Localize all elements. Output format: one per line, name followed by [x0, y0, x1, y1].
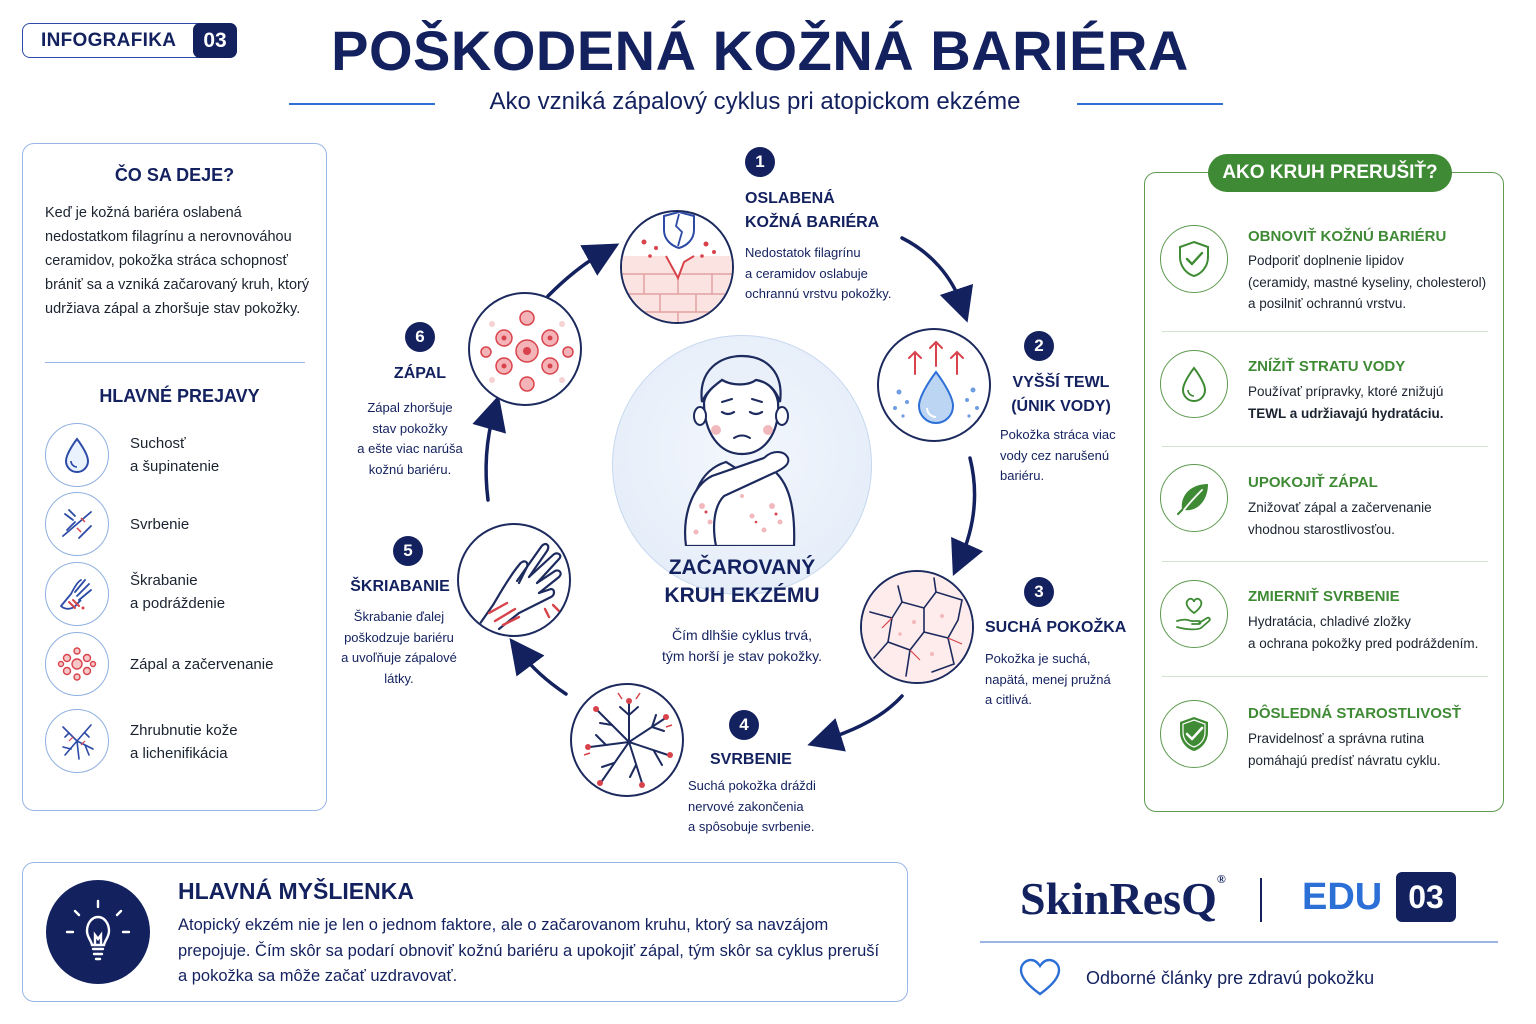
- itch-lines-icon: [45, 492, 109, 556]
- step-5-title: ŠKRIABANIE: [350, 578, 450, 595]
- right-divider: [1162, 561, 1488, 562]
- heart-icon: [1018, 958, 1062, 998]
- dry-skin-icon: [860, 570, 974, 684]
- step-1-number: 1: [745, 147, 775, 177]
- step-3-description: Pokožka je suchá, napätá, menej pružná a citlivá.: [985, 651, 1111, 707]
- subtitle-line-left: [289, 103, 435, 105]
- infografika-badge: [22, 23, 237, 58]
- restore-barrier-description: Podporiť doplnenie lipidov (ceramidy, mastné kyseliny, cholesterol) a posilniť ochrannú vrstvu.: [1248, 253, 1487, 311]
- water-drop-green-icon: [1160, 350, 1228, 418]
- brand-tagline: Odborné články pre zdravú pokožku: [1086, 968, 1375, 988]
- badge-label: INFOGRAFIKA: [41, 29, 177, 51]
- lightbulb-icon: [46, 880, 150, 984]
- scratching-hand-step-icon: [457, 523, 571, 637]
- right-divider: [1162, 331, 1488, 332]
- heart-hand-icon: [1160, 580, 1228, 648]
- relieve-itching-title: ZMIERNIŤ SVRBENIE: [1248, 588, 1400, 605]
- vicious-cycle-subtitle: Čím dlhšie cyklus trvá, tým horší je stav pokožky.: [661, 627, 822, 664]
- step-4-number: 4: [729, 710, 759, 740]
- break-cycle-heading: AKO KRUH PRERUŠIŤ?: [1208, 154, 1452, 192]
- inflammation-dots-icon: [45, 632, 109, 696]
- edu-label: EDU: [1302, 876, 1383, 918]
- step-5-description: Škrabanie ďalej poškodzuje bariéru a uvoľňuje zápalové látky.: [341, 609, 457, 686]
- nerve-endings-icon: [570, 683, 684, 797]
- step-6-description: Zápal zhoršuje stav pokožky a ešte viac narúša kožnú bariéru.: [357, 400, 463, 477]
- symptom-scratching: Škrabanie a podráždenie: [130, 572, 226, 612]
- skin-cracks-icon: [45, 709, 109, 773]
- step-3-title: SUCHÁ POKOŽKA: [985, 619, 1127, 636]
- right-divider: [1162, 676, 1488, 677]
- brand-separator: [1260, 878, 1262, 922]
- page-title: POŠKODENÁ KOŽNÁ BARIÉRA: [331, 19, 1189, 82]
- step-4-title: SVRBENIE: [710, 751, 792, 768]
- edu-number: 03: [1396, 872, 1456, 922]
- skinresq-logo: SkinResQ®: [1020, 872, 1226, 924]
- right-divider: [1162, 446, 1488, 447]
- step-1-title: OSLABENÁ KOŽNÁ BARIÉRA: [745, 190, 880, 231]
- step-1-description: Nedostatok filagrínu a ceramidov oslabuje ochrannú vrstvu pokožky.: [745, 245, 892, 301]
- step-2-description: Pokožka stráca viac vody cez narušenú bariéru.: [1000, 427, 1116, 483]
- relieve-itching-description: Hydratácia, chladivé zložky a ochrana pokožky pred podráždením.: [1248, 614, 1479, 651]
- symptom-lichenification: Zhrubnutie kože a lichenifikácia: [130, 722, 238, 762]
- inflamed-cells-icon: [468, 292, 582, 406]
- restore-barrier-title: OBNOVIŤ KOŽNÚ BARIÉRU: [1248, 228, 1447, 245]
- brand-divider: [980, 941, 1498, 943]
- step-5-number: 5: [393, 536, 423, 566]
- what-happens-text: Keď je kožná bariéra oslabená nedostatkom filagrínu a nerovnováhou ceramidov, pokožka stráca schopnosť brániť sa a vzniká začarovaný kruh, ktorý udržiava zápal a zhoršuje stav pokožky.: [45, 205, 310, 317]
- reduce-water-loss-description: Používať prípravky, ktoré znižujú TEWL a udržiavajú hydratáciu.: [1248, 384, 1444, 421]
- symptom-dryness: Suchosť a šupinatenie: [130, 435, 220, 475]
- step-4-description: Suchá pokožka dráždi nervové zakončenia a spôsobuje svrbenie.: [688, 778, 816, 834]
- calm-inflammation-description: Znižovať zápal a začervenanie vhodnou starostlivosťou.: [1248, 500, 1432, 537]
- what-happens-heading: ČO SA DEJE?: [114, 165, 235, 185]
- step-3-number: 3: [1024, 577, 1054, 607]
- scratching-hand-icon: [45, 562, 109, 626]
- step-6-number: 6: [405, 322, 435, 352]
- subtitle-line-right: [1077, 103, 1223, 105]
- shield-check-icon: [1160, 225, 1228, 293]
- shield-check-filled-icon: [1160, 700, 1228, 768]
- water-loss-icon: [877, 328, 991, 442]
- symptom-itching: Svrbenie: [130, 516, 190, 533]
- main-idea-text: Atopický ekzém nie je len o jednom faktore, ale o začarovanom kruhu, ktorý sa navzájom prepojuje. Čím skôr sa podarí obnoviť kožnú bariéru a upokojiť zápal, tým skôr sa cyklus preruší a pokožka sa môže začať uzdravovať.: [178, 916, 880, 985]
- broken-barrier-icon: [620, 210, 734, 324]
- child-illustration: [672, 346, 812, 546]
- calm-inflammation-title: UPOKOJIŤ ZÁPAL: [1248, 474, 1378, 491]
- reduce-water-loss-title: ZNÍŽIŤ STRATU VODY: [1248, 358, 1406, 375]
- consistent-care-description: Pravidelnosť a správna rutina pomáhajú predísť návratu cyklu.: [1248, 731, 1441, 768]
- step-2-number: 2: [1024, 331, 1054, 361]
- symptoms-heading: HLAVNÉ PREJAVY: [99, 386, 260, 406]
- step-6-title: ZÁPAL: [393, 365, 447, 382]
- vicious-cycle-title: ZAČAROVANÝ KRUH EKZÉMU: [664, 556, 820, 607]
- main-idea-title: HLAVNÁ MYŠLIENKA: [178, 878, 414, 904]
- symptom-inflammation: Zápal a začervenanie: [130, 656, 274, 673]
- badge-number: 03: [193, 23, 237, 58]
- left-divider: [45, 362, 305, 363]
- leaf-icon: [1160, 464, 1228, 532]
- consistent-care-title: DÔSLEDNÁ STAROSTLIVOSŤ: [1248, 705, 1462, 722]
- step-2-title: VYŠŠÍ TEWL (ÚNIK VODY): [1011, 374, 1111, 415]
- water-drop-icon: [45, 423, 109, 487]
- page-subtitle: Ako vzniká zápalový cyklus pri atopickom ekzéme: [489, 88, 1021, 115]
